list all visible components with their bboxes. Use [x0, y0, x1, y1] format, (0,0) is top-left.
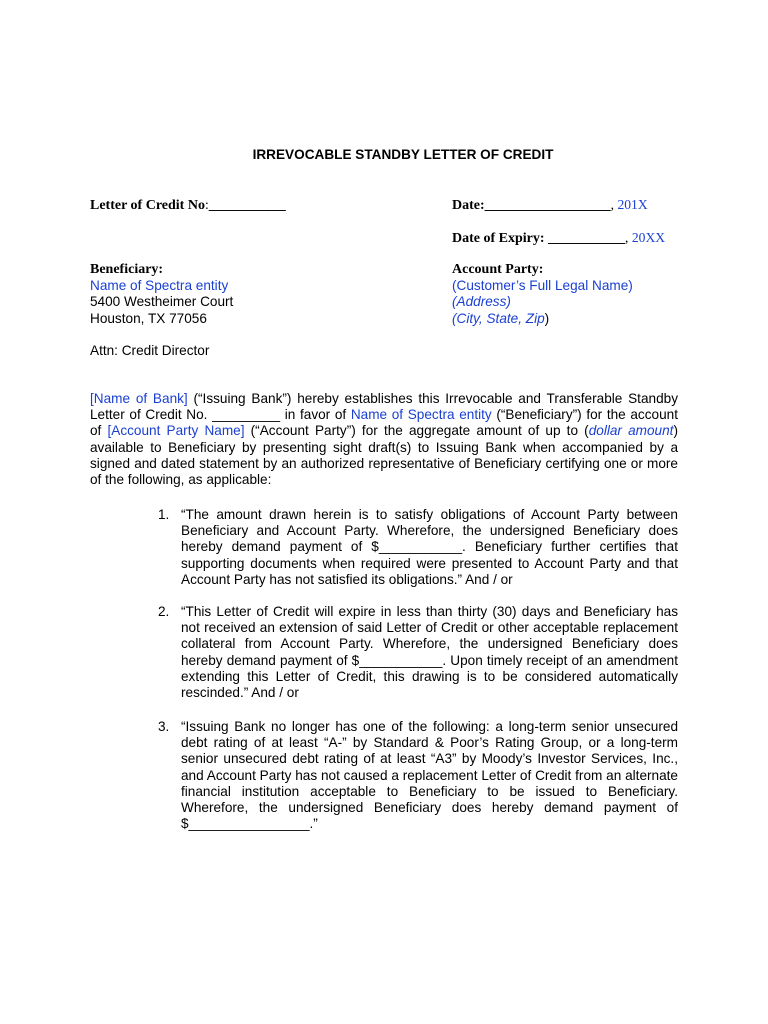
lc-no-separator: :	[204, 197, 209, 212]
account-party-name: (Customer’s Full Legal Name)	[452, 278, 633, 294]
list-item-number: 1.	[158, 507, 170, 522]
attention-line: Attn: Credit Director	[90, 343, 210, 358]
paren-open: (	[584, 423, 589, 439]
expiry-separator: ,	[625, 230, 632, 245]
list-item-text: “The amount drawn herein is to satisfy obligations of Account Party between Beneficiary and Account Party. Wherefore, the undersigned Beneficiary does hereby demand payment of $___________. Beneficiary further certifies that supporting documents when required were presented to Account Party and that Account Party has not satisfied its obligations.” And / or	[181, 507, 678, 587]
date-label: Date:	[452, 198, 485, 213]
account-party-city-line	[452, 311, 633, 327]
account-party-city: (City, State, Zip	[452, 310, 545, 326]
paren-close: )	[673, 423, 678, 439]
intro-text-4: available to Beneficiary by presenting sight draft(s) to Issuing Bank when accompanied by a signed and dated statement by an authorized representative of Beneficiary certifying one or more of the following, as applicable:	[90, 439, 678, 488]
dollar-amount-placeholder: dollar amount	[588, 423, 674, 439]
beneficiary-address-line1: 5400 Westheimer Court	[90, 294, 234, 310]
account-party-city-close: )	[544, 310, 550, 326]
letter-of-credit-number	[90, 197, 286, 214]
date-blank: __________________	[484, 198, 611, 213]
date-separator: ,	[610, 197, 618, 212]
list-item-number: 3.	[158, 719, 170, 734]
expiry-blank: ___________	[544, 231, 626, 246]
expiry-year: 20XX	[631, 230, 666, 245]
lc-no-label: Letter of Credit No	[90, 198, 205, 213]
list-item-text: “This Letter of Credit will expire in less than thirty (30) days and Beneficiary has not received an extension of said Letter of Credit or other acceptable replacement collateral from Account Party. Wherefore, the undersigned Beneficiary does hereby demand payment of $___________. Upon timely receipt of an amendment extending this Letter of Credit, this drawing is to be considered automatically rescinded.” And / or	[181, 604, 678, 701]
account-party-name-placeholder: [Account Party Name]	[107, 423, 245, 439]
intro-paragraph	[90, 391, 678, 488]
expiry-label: Date of Expiry:	[452, 231, 545, 246]
intro-text-1: (“Issuing Bank”) hereby establishes this Irrevocable and Transferable Standby Letter of Credit No. _________ in favor of	[90, 391, 678, 423]
date-line	[452, 197, 648, 214]
intro-text-2: (“Beneficiary”) for the account of	[90, 407, 678, 439]
spectra-entity-placeholder: Name of Spectra entity	[350, 407, 492, 423]
expiry-date-line	[452, 230, 665, 247]
list-item-number: 2.	[158, 604, 170, 619]
bank-name-placeholder: [Name of Bank]	[90, 391, 188, 406]
beneficiary-block	[90, 262, 233, 327]
account-party-address: (Address)	[452, 294, 511, 310]
list-item-text: “Issuing Bank no longer has one of the following: a long-term senior unsecured debt rating of at least “A-” by Standard & Poor’s Rating Group, or a long-term senior unsecured debt rating of at least “A3” by Moody’s Investor Services, Inc., and Account Party has not caused a replacement Letter of Credit from an alternate financial institution acceptable to Beneficiary to be issued to Beneficiary. Wherefore, the undersigned Beneficiary does hereby demand payment of $________________.”	[181, 719, 678, 832]
intro-text-3: (“Account Party”) for the aggregate amount of up to	[244, 423, 585, 439]
account-party-block	[452, 262, 633, 327]
beneficiary-label: Beneficiary:	[90, 262, 164, 277]
lc-no-blank: ___________	[208, 198, 286, 213]
beneficiary-name: Name of Spectra entity	[90, 278, 229, 294]
account-party-label: Account Party:	[452, 262, 544, 277]
document-title: IRREVOCABLE STANDBY LETTER OF CREDIT	[252, 147, 554, 162]
beneficiary-address-line2: Houston, TX 77056	[90, 310, 207, 326]
date-year: 201X	[617, 197, 648, 212]
